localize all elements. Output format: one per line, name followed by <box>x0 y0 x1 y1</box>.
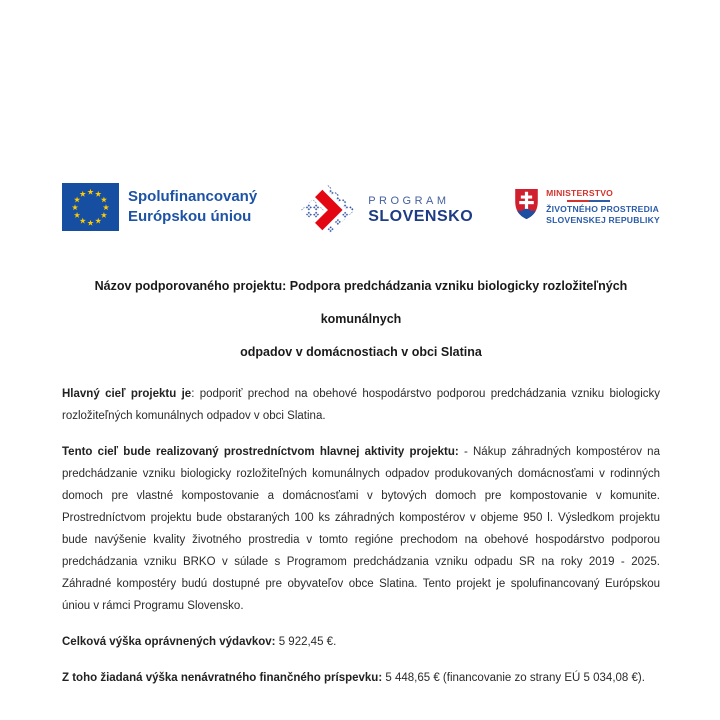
eu-flag-icon <box>62 183 119 231</box>
paragraph-activity-lead: Tento cieľ bude realizovaný prostredníctvom hlavnej aktivity projektu: <box>62 446 459 458</box>
paragraph-grant-amount <box>62 667 660 689</box>
slovensko-label: SLOVENSKO <box>368 207 474 225</box>
eu-logo-text-line2: Európskou úniou <box>128 208 252 226</box>
paragraph-total-expenses-lead: Celková výška oprávnených výdavkov: <box>62 636 276 648</box>
paragraph-main-goal-lead: Hlavný cieľ projektu je <box>62 388 192 400</box>
logos-row <box>62 183 660 239</box>
ministry-name-line2: ŽIVOTNÉHO PROSTREDIA <box>546 204 660 215</box>
ministry-text <box>546 188 660 227</box>
paragraph-activity <box>62 441 660 617</box>
eu-logo-text <box>128 183 257 228</box>
eu-cofunded-logo <box>62 183 257 231</box>
document-body <box>62 383 660 689</box>
program-label: PROGRAM <box>368 194 450 207</box>
tricolor-underline <box>546 200 610 202</box>
paragraph-activity-text: - Nákup záhradných kompostérov na predchádzanie vzniku biologicky rozložiteľných komunálnych odpadov produkovaných domácnosťami v rodinných domoch pre vlastné kompostovanie a domácnosťami v bytových domoch pre kompostovanie v komunite. Prostredníctvom projektu bude obstaraných 100 ks záhradných kompostérov v objeme 950 l. Výsledkom projektu bude navýšenie kvality životného prostredia v tomto regióne prechodom na obehové hospodárstvo podporou predchádzania vzniku BRKO v súlade s Programom predchádzania vzniku odpadu SR na roky 2019 - 2025. Záhradné kompostéry budú dostupné pre obyvateľov obce Slatina. Tento projekt je spolufinancovaný Európskou úniou v rámci Programu Slovensko. <box>62 446 660 612</box>
ministry-name-line3: SLOVENSKEJ REPUBLIKY <box>546 215 660 226</box>
paragraph-main-goal-text: : podporiť prechod na obehové hospodárstvo podporou predchádzania vzniku biologicky rozložiteľných komunálnych odpadov v obci Slatina. <box>62 388 660 422</box>
paragraph-total-expenses-value: 5 922,45 €. <box>275 636 337 648</box>
paragraph-main-goal <box>62 383 660 427</box>
project-title-line1: Názov podporovaného projektu: Podpora predchádzania vzniku biologicky rozložiteľných komunálnych <box>94 279 628 326</box>
slovak-coat-of-arms-icon <box>514 188 539 220</box>
paragraph-grant-amount-value: 5 448,65 € (financovanie zo strany EÚ 5 034,08 €). <box>382 672 645 684</box>
ministry-logo <box>514 183 660 227</box>
paragraph-total-expenses <box>62 631 660 653</box>
project-title <box>62 270 660 369</box>
ministry-name-line1: MINISTERSTVO <box>546 188 614 198</box>
project-title-line2: odpadov v domácnostiach v obci Slatina <box>240 345 482 359</box>
program-slovensko-logo <box>298 182 473 238</box>
program-slovensko-text <box>368 195 473 226</box>
eu-logo-text-line1: Spolufinancovaný <box>128 188 258 205</box>
paragraph-grant-amount-lead: Z toho žiadaná výška nenávratného finančného príspevku: <box>62 672 383 684</box>
program-slovensko-mark-icon <box>298 182 358 238</box>
